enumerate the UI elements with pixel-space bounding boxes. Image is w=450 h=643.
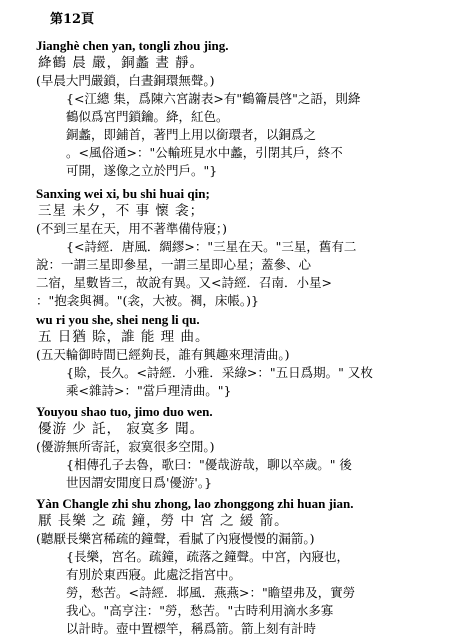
note-line: 可開，遂像之立於門戶。"}	[66, 163, 218, 178]
pinyin-line: Jianghè chen yan, tongli zhou jing.	[36, 38, 229, 53]
note-line: 。<風俗通>："公輸班見水中蠡，引閉其戶，終不	[66, 145, 343, 160]
verse-entry-1	[36, 38, 434, 180]
verse-entry-4	[36, 404, 434, 492]
pinyin-line: Sanxing wei xi, bu shi huai qin;	[36, 186, 210, 201]
note-line: 乘<雜詩>："當戶理清曲。"}	[66, 383, 232, 398]
verse-line: 三星 未夕，不 事 懷 衾；	[38, 203, 205, 219]
note-line: 鶴似爲宮門鎖鑰。絳，紅色。	[66, 109, 229, 124]
gloss-line: (不到三星在天，用不著準備侍寢；)	[36, 221, 228, 236]
note-line: 有別於東西寢。此處泛指宮中。	[66, 567, 242, 582]
note-line: 銅蠡，即鋪首，著門上用以銜環者，以銅爲之	[66, 127, 317, 142]
note-line: 說：一謂三星即參星，一謂三星即心星；蓋參、心	[36, 257, 312, 272]
note-line: 我心。"高亨注："勞，愁苦。"古時利用滴水多寡	[66, 603, 334, 618]
pinyin-line: wu ri you she, shei neng li qu.	[36, 312, 200, 327]
gloss-line: (五天輪御時間已經夠長，誰有興趣來理清曲。)	[36, 347, 290, 362]
note-line: {<江總 集，爲陳六宮謝表>有"鶴籥晨啓"之語，則絳	[66, 91, 361, 106]
verse-line: 優游 少 託， 寂寞多 聞。	[38, 421, 205, 437]
note-line: {賒，長久。<詩經．小雅．采綠>："五日爲期。" 又枚	[66, 365, 373, 380]
page-number: 第12頁	[50, 12, 95, 27]
verse-line: 五 日猶 賒，誰 能 理 曲。	[38, 329, 210, 345]
pinyin-line: Yàn Changle zhi shu zhong, lao zhonggong zhi huan jian.	[36, 496, 354, 511]
note-line: ："抱衾與裯。"(衾，大被。裯，床帳。)}	[36, 293, 259, 308]
verse-line: 厭 長樂 之 疏 鐘，勞 中 宮 之 緩 箭。	[38, 513, 289, 529]
gloss-line: (聽厭長樂宮稀疏的鐘聲，看膩了內寢慢慢的漏箭。)	[36, 531, 315, 546]
verse-entry-2	[36, 186, 434, 310]
note-line: 世因謂安閒度日爲'優游'。}	[66, 475, 213, 490]
gloss-line: (優游無所寄託，寂寞很多空閒。)	[36, 439, 215, 454]
note-line: {<詩經．唐風．綢繆>："三星在天。"三星，舊有二	[66, 239, 357, 254]
note-line: {長樂，宮名。疏鐘，疏落之鐘聲。中宮，內寢也，	[66, 549, 349, 564]
verse-line: 絳鶴 晨 嚴，銅蠡 晝 靜。	[38, 55, 205, 71]
note-line: 二宿，星數皆三，故說有異。又<詩經．召南．小星>	[36, 275, 332, 290]
note-line: 以計時。壺中置標竿，稱爲箭。箭上刻有計時	[66, 621, 317, 636]
verse-entry-3	[36, 312, 434, 400]
note-line: 勞，愁苦。<詩經．邶風．燕燕>："瞻望弗及，實勞	[66, 585, 356, 600]
pinyin-line: Youyou shao tuo, jimo duo wen.	[36, 404, 213, 419]
gloss-line: (早晨大門嚴鎖，白晝銅環無聲。)	[36, 73, 215, 88]
note-line: {相傳孔子去魯，歌曰："優哉游哉，聊以卒歲。" 後	[66, 457, 352, 472]
verse-entry-5	[36, 496, 434, 638]
